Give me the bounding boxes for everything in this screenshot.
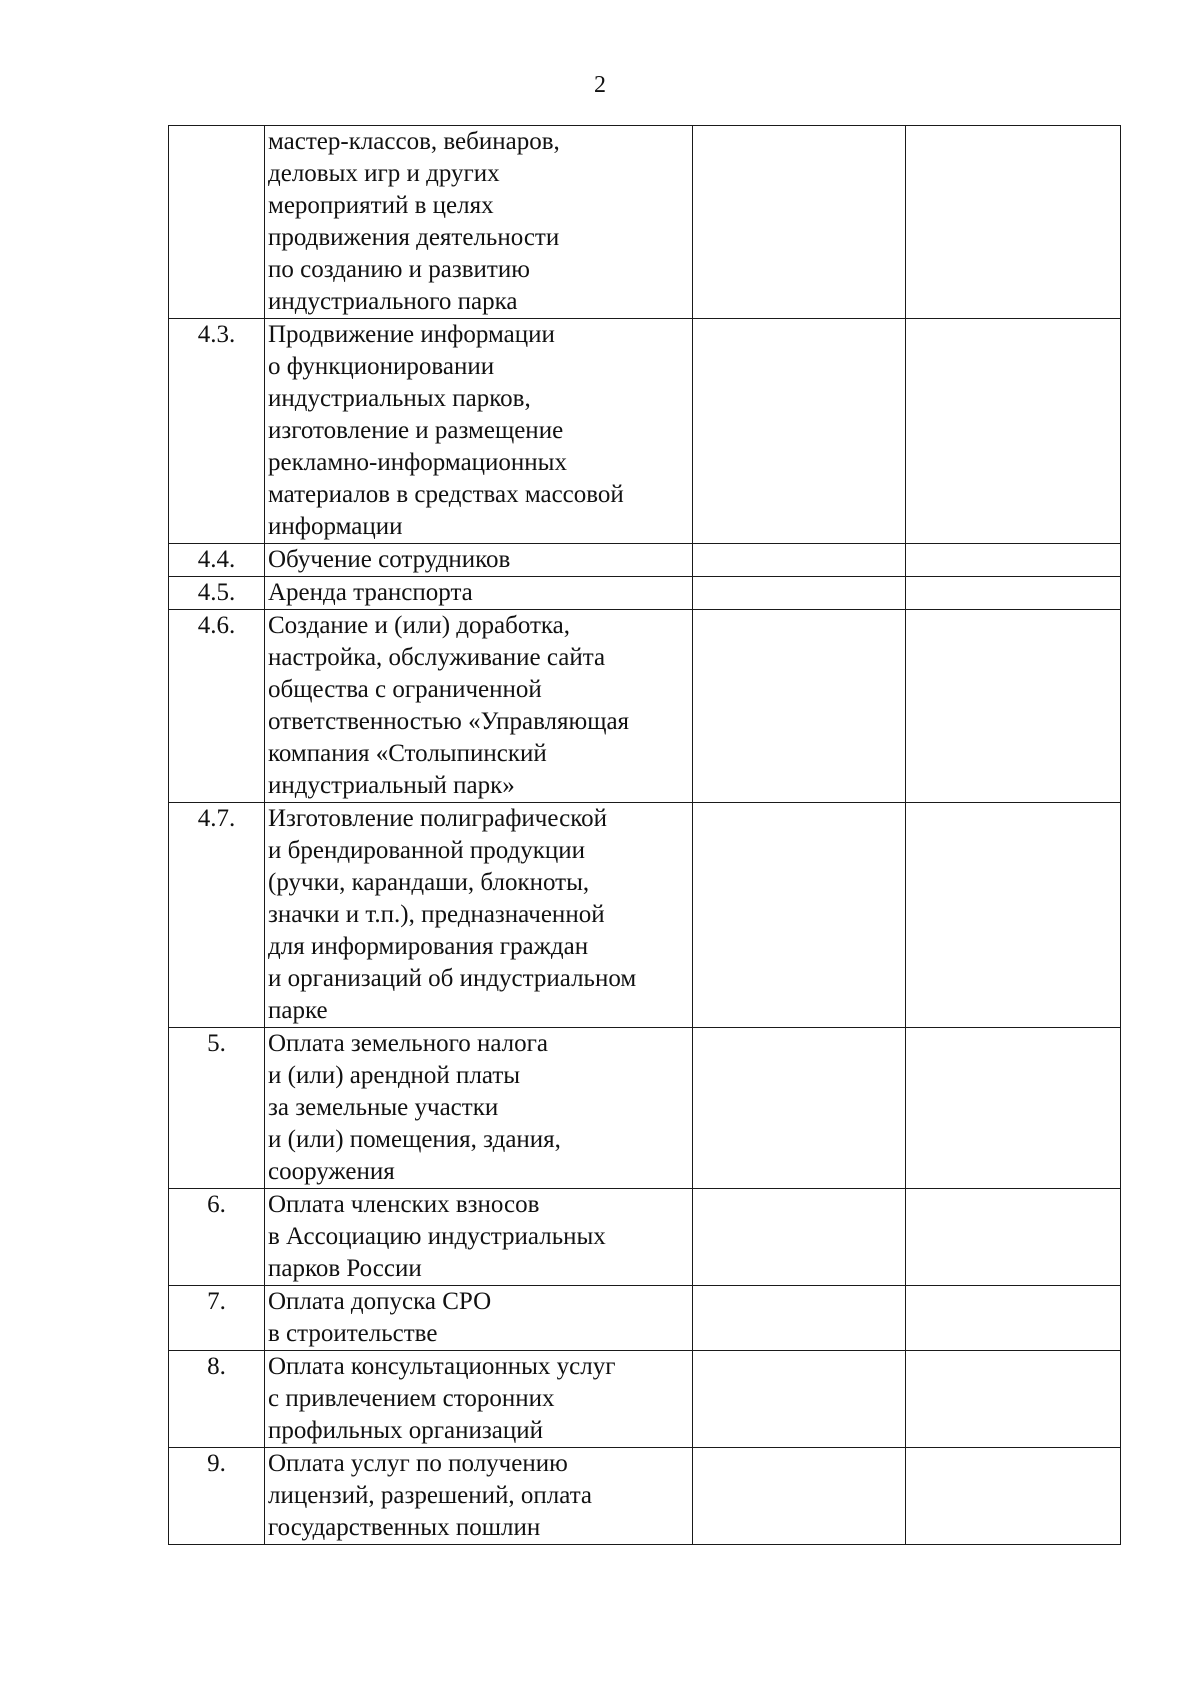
expense-item-line: настройка, обслуживание сайта xyxy=(268,644,606,671)
table-row xyxy=(169,1448,1121,1545)
table-row xyxy=(169,126,1121,319)
expense-table-body xyxy=(169,126,1121,1545)
row-number: 8. xyxy=(169,1351,265,1448)
expense-item-line: (ручки, карандаши, блокноты, xyxy=(268,869,590,896)
expense-item-line: Обучение сотрудников xyxy=(268,546,511,573)
expense-item-line: индустриального парка xyxy=(268,288,518,315)
empty-cell-col-3 xyxy=(693,1448,906,1545)
expense-item-line: индустриальный парк» xyxy=(268,772,515,799)
empty-cell-col-3 xyxy=(693,544,906,577)
expense-item-line: мастер-классов, вебинаров, xyxy=(268,128,560,155)
table-row xyxy=(169,1028,1121,1189)
empty-cell-col-4 xyxy=(906,1189,1121,1286)
empty-cell-col-4 xyxy=(906,126,1121,319)
expense-item-line: Оплата членских взносов xyxy=(268,1191,540,1218)
expense-item-line: компания «Столыпинский xyxy=(268,740,547,767)
expense-item-line: и брендированной продукции xyxy=(268,837,586,864)
empty-cell-col-4 xyxy=(906,610,1121,803)
expense-item-line: Оплата услуг по получению xyxy=(268,1450,568,1477)
empty-cell-col-3 xyxy=(693,1351,906,1448)
empty-cell-col-4 xyxy=(906,1286,1121,1351)
empty-cell-col-4 xyxy=(906,1448,1121,1545)
expense-item-line: материалов в средствах массовой xyxy=(268,481,624,508)
empty-cell-col-3 xyxy=(693,577,906,610)
expense-item-line: Оплата допуска СРО xyxy=(268,1288,492,1315)
expense-item-line: Аренда транспорта xyxy=(268,579,473,606)
expense-item-line: о функционировании xyxy=(268,353,495,380)
expense-item-name xyxy=(265,126,693,319)
row-number: 9. xyxy=(169,1448,265,1545)
expense-item-line: ответственностью «Управляющая xyxy=(268,708,630,735)
expense-item-line: мероприятий в целях xyxy=(268,192,494,219)
empty-cell-col-4 xyxy=(906,1028,1121,1189)
expense-item-line: для информирования граждан xyxy=(268,933,589,960)
expense-item-line: и организаций об индустриальном xyxy=(268,965,637,992)
row-number: 7. xyxy=(169,1286,265,1351)
expense-item-name xyxy=(265,1448,693,1545)
empty-cell-col-4 xyxy=(906,577,1121,610)
row-number: 4.6. xyxy=(169,610,265,803)
expense-item-line: индустриальных парков, xyxy=(268,385,531,412)
expense-item-line: и (или) помещения, здания, xyxy=(268,1126,561,1153)
expense-item-line: Оплата консультационных услуг xyxy=(268,1353,616,1380)
expense-item-line: продвижения деятельности xyxy=(268,224,560,251)
row-number: 4.5. xyxy=(169,577,265,610)
expense-item-line: Изготовление полиграфической xyxy=(268,805,607,832)
empty-cell-col-3 xyxy=(693,610,906,803)
expense-item-line: сооружения xyxy=(268,1158,395,1185)
expense-item-line: с привлечением сторонних xyxy=(268,1385,555,1412)
table-row xyxy=(169,803,1121,1028)
expense-item-line: Создание и (или) доработка, xyxy=(268,612,571,639)
expense-table xyxy=(168,125,1121,1545)
expense-item-line: парков России xyxy=(268,1255,422,1282)
table-row xyxy=(169,577,1121,610)
expense-item-line: деловых игр и других xyxy=(268,160,500,187)
expense-item-line: профильных организаций xyxy=(268,1417,543,1444)
expense-item-name xyxy=(265,319,693,544)
expense-item-line: изготовление и размещение xyxy=(268,417,564,444)
empty-cell-col-4 xyxy=(906,803,1121,1028)
expense-item-line: государственных пошлин xyxy=(268,1514,541,1541)
expense-item-name xyxy=(265,1286,693,1351)
row-number: 6. xyxy=(169,1189,265,1286)
expense-item-line: и (или) арендной платы xyxy=(268,1062,521,1089)
row-number: 4.7. xyxy=(169,803,265,1028)
expense-item-name xyxy=(265,577,693,610)
empty-cell-col-3 xyxy=(693,803,906,1028)
expense-item-line: Продвижение информации xyxy=(268,321,555,348)
table-row xyxy=(169,1189,1121,1286)
row-number xyxy=(169,126,265,319)
expense-item-line: рекламно-информационных xyxy=(268,449,567,476)
expense-item-name xyxy=(265,803,693,1028)
expense-item-line: парке xyxy=(268,997,328,1024)
expense-item-line: по созданию и развитию xyxy=(268,256,530,283)
expense-item-line: лицензий, разрешений, оплата xyxy=(268,1482,593,1509)
expense-item-name xyxy=(265,1189,693,1286)
row-number: 4.3. xyxy=(169,319,265,544)
table-row xyxy=(169,1351,1121,1448)
expense-item-line: Оплата земельного налога xyxy=(268,1030,548,1057)
expense-item-line: общества с ограниченной xyxy=(268,676,542,703)
empty-cell-col-4 xyxy=(906,544,1121,577)
expense-item-line: в Ассоциацию индустриальных xyxy=(268,1223,606,1250)
empty-cell-col-3 xyxy=(693,1189,906,1286)
table-row xyxy=(169,610,1121,803)
expense-item-name xyxy=(265,610,693,803)
table-row xyxy=(169,1286,1121,1351)
expense-item-line: информации xyxy=(268,513,403,540)
empty-cell-col-4 xyxy=(906,319,1121,544)
table-row xyxy=(169,544,1121,577)
expense-item-name xyxy=(265,1028,693,1189)
expense-item-name xyxy=(265,544,693,577)
empty-cell-col-3 xyxy=(693,1286,906,1351)
expense-item-line: за земельные участки xyxy=(268,1094,499,1121)
expense-item-name xyxy=(265,1351,693,1448)
table-row xyxy=(169,319,1121,544)
expense-item-line: значки и т.п.), предназначенной xyxy=(268,901,605,928)
empty-cell-col-3 xyxy=(693,319,906,544)
row-number: 4.4. xyxy=(169,544,265,577)
empty-cell-col-3 xyxy=(693,126,906,319)
empty-cell-col-3 xyxy=(693,1028,906,1189)
page-number: 2 xyxy=(594,72,606,98)
expense-item-line: в строительстве xyxy=(268,1320,438,1347)
empty-cell-col-4 xyxy=(906,1351,1121,1448)
row-number: 5. xyxy=(169,1028,265,1189)
